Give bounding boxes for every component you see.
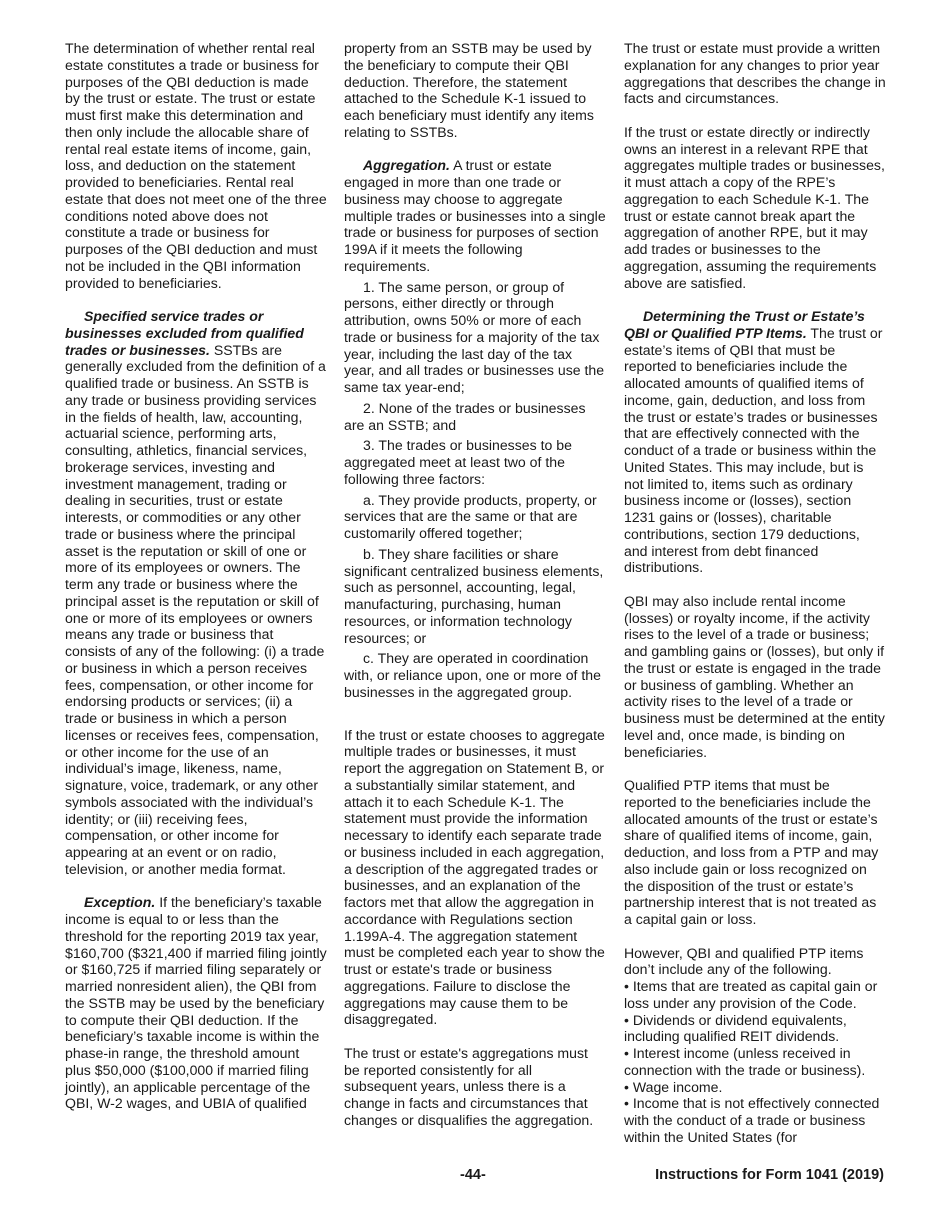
paragraph-determining <box>624 308 886 576</box>
text-aggregation: A trust or estate engaged in more than one trade or business may choose to aggregate multiple trades or businesses into a single trade or business for purposes of section 199A if it meets the following requirements. <box>344 157 606 274</box>
text-sstb: SSTBs are generally excluded from the definition of a qualified trade or business. An SSTB is any trade or business providing services in the fields of health, law, accounting, actuarial science, performing arts, consulting, athletics, financial services, brokerage services, investing and investment management, trading or dealing in securities, trust or estate interests, or commodities or any other trade or business where the principal asset is the reputation or skill of one or more of its employees or owners. The term any trade or business where the principal asset is the reputation or skill of one or more of its employees or owners means any trade or business that consists of any of the following: (i) a trade or business in which a person receives fees, compensation, or other income for endorsing products or services; (ii) a trade or business in which a person licenses or receives fees, compensation, or other income for the use of an individual’s image, likeness, name, signature, voice, trademark, or any other symbols associated with the individual’s identity; or (iii) receiving fees, compensation, or other income for appearing at an event or on radio, television, or another media format. <box>65 341 326 877</box>
heading-exception: Exception. <box>84 894 156 911</box>
heading-sstb: Specified service trades or businesses excluded from qualified trades or businesses. <box>65 308 304 358</box>
exclusions-list <box>624 978 886 1146</box>
paragraph-written-explanation: The trust or estate must provide a written explanation for any changes to prior year aggregations that describes the change in facts and circumstances. <box>624 40 886 107</box>
column-right <box>624 40 886 1146</box>
paragraph-sstb <box>65 308 327 878</box>
factor-c: c. They are operated in coordination with, or reliance upon, one or more of the businesses in the aggregated group. <box>344 650 601 700</box>
paragraph-exception <box>65 894 327 1112</box>
text-determining: The trust or estate’s items of QBI that must be reported to beneficiaries include the allocated amounts of qualified items of income, gain, deduction, and loss from the trust or estate’s trades or businesses that are effectively connected with the conduct of a trade or business within the United States. This may include, but is not limited to, items such as ordinary business income or (losses), section 1231 gains or (losses), charitable contributions, section 179 deductions, and interest from debt financed distributions. <box>624 324 883 576</box>
paragraph-consistent-reporting: The trust or estate's aggregations must be reported consistently for all subsequent years, unless there is a change in facts and circumstances that changes or disqualifies the aggregation. <box>344 1044 594 1128</box>
heading-aggregation: Aggregation. <box>363 157 450 174</box>
paragraph-qualified-ptp: Qualified PTP items that must be reported to the beneficiaries include the allocated amounts of the trust or estate’s share of qualified items of income, gain, deduction, and loss from a PTP and may also include gain or loss recognized on the disposition of the trust or estate’s partnership interest that is not treated as a capital gain or loss. <box>624 777 879 927</box>
requirement-3: 3. The trades or businesses to be aggregated meet at least two of the following three factors: <box>344 437 572 487</box>
paragraph-aggregation-statement: If the trust or estate chooses to aggregate multiple trades or businesses, it must report the aggregation on Statement B, or a substantially similar statement, and attach it to each Schedule K-1. The statement must provide the information necessary to identify each separate trade or business included in each aggregation, a description of the aggregated trades or businesses, and an explanation of the factors met that allow the aggregation in accordance with Regulations section 1.199A-4. The aggregation statement must be completed each year to show the trust or estate's trade or business aggregations. Failure to disclose the aggregations may cause them to be disaggregated. <box>344 726 605 1028</box>
factor-b: b. They share facilities or share significant centralized business elements, such as personnel, accounting, legal, manufacturing, purchasing, human resources, or information technology resources; or <box>344 545 604 646</box>
spacer <box>344 701 606 723</box>
paragraph-however: However, QBI and qualified PTP items don’t include any of the following. <box>624 944 864 978</box>
requirement-2: 2. None of the trades or businesses are an SSTB; and <box>344 399 586 433</box>
list-item: • Interest income (unless received in connection with the trade or business). <box>624 1045 866 1078</box>
column-left <box>65 40 327 1112</box>
page-footer <box>0 1167 950 1187</box>
heading-determining: Determining the Trust or Estate’s QBI or Qualified PTP Items. <box>624 308 865 341</box>
text-exception: If the beneficiary’s taxable income is equal to or less than the threshold for the reporting 2019 tax year, $160,700 ($321,400 if married filing jointly or $160,725 if married filing separately or married nonresident alien), the QBI from the SSTB may be used by the beneficiary to compute their QBI deduction. If the beneficiary’s taxable income is within the phase-in range, the threshold amount plus $50,000 ($100,000 if married filing jointly), an applicable percentage of the QBI, W-2 wages, and UBIA of qualified <box>65 894 327 1112</box>
factor-a: a. They provide products, property, or services that are the same or that are customarily offered together; <box>344 491 597 541</box>
paragraph-rental-real-estate: The determination of whether rental real estate constitutes a trade or business for purposes of the QBI deduction is made by the trust or estate. The trust or estate must first make this determination and then only include the allocable share of rental real estate items of income, gain, loss, and deduction on the statement provided to beneficiaries. Rental real estate that does not meet one of the three conditions noted above does not constitute a trade or business for purposes of the QBI deduction and must not be included in the QBI information provided to beneficiaries. <box>65 40 327 291</box>
paragraph-aggregation <box>344 157 606 274</box>
form-name: Instructions for Form 1041 (2019) <box>655 1167 884 1183</box>
list-item: • Income that is not effectively connected with the conduct of a trade or business within the United States (for <box>624 1095 880 1145</box>
paragraph-sstb-continued: property from an SSTB may be used by the beneficiary to compute their QBI deduction. Therefore, the statement attached to the Schedule K-1 issued to each beneficiary must identify any items relating to SSTBs. <box>344 40 594 140</box>
page-number: -44- <box>460 1167 486 1183</box>
list-item: • Items that are treated as capital gain or loss under any provision of the Code. <box>624 978 878 1011</box>
list-item: • Wage income. <box>624 1078 723 1095</box>
list-item: • Dividends or dividend equivalents, including qualified REIT dividends. <box>624 1011 847 1045</box>
column-middle <box>344 40 606 1129</box>
paragraph-rental-royalty: QBI may also include rental income (losses) or royalty income, if the activity rises to the level of a trade or business; and gambling gains or (losses), but only if the trust or estate is engaged in the trade or business of gambling. Whether an activity rises to the level of a trade or business must be determined at the entity level and, once made, is binding on beneficiaries. <box>624 592 885 760</box>
requirement-1: 1. The same person, or group of persons, either directly or through attribution, owns 50% or more of each trade or business for a majority of the tax year, including the last day of the tax year, and all trades or businesses use the same tax year-end; <box>344 278 605 395</box>
paragraph-rpe-aggregation: If the trust or estate directly or indirectly owns an interest in a relevant RPE that aggregates multiple trades or businesses, it must attach a copy of the RPE’s aggregation to each Schedule K-1. The trust or estate cannot break apart the aggregation of another RPE, but it may add trades or businesses to the aggregation, assuming the requirements above are satisfied. <box>624 123 885 291</box>
